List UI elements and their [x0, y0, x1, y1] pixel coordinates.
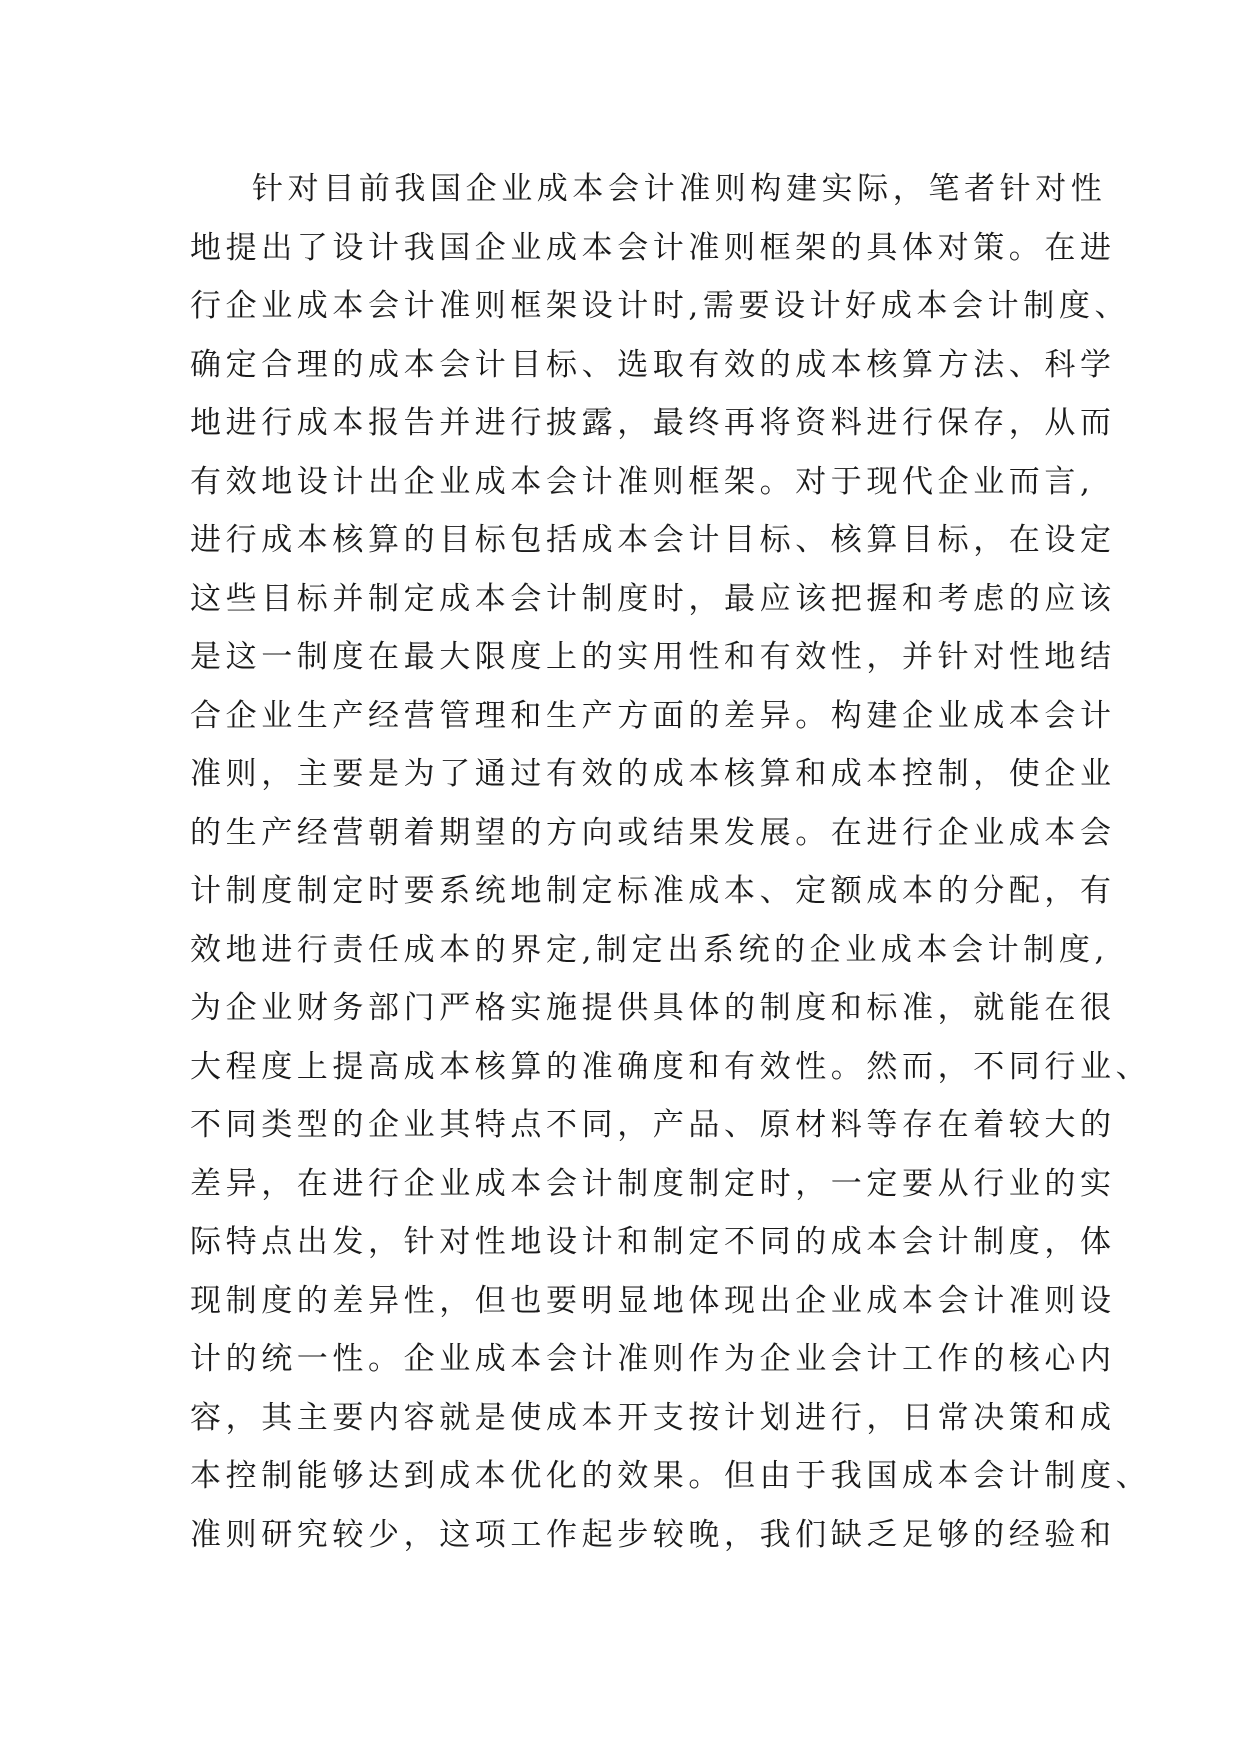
text-line: 确定合理的成本会计目标、选取有效的成本核算方法、科学: [190, 346, 1116, 383]
text-line: 地提出了设计我国企业成本会计准则框架的具体对策。在进: [190, 229, 1116, 266]
text-line: 不同类型的企业其特点不同，产品、原材料等存在着较大的: [190, 1107, 1116, 1143]
text-line: 差异，在进行企业成本会计制度制定时，一定要从行业的实: [190, 1165, 1116, 1202]
text-line: 为企业财务部门严格实施提供具体的制度和标准，就能在很: [190, 990, 1116, 1026]
body-paragraph: [190, 160, 1152, 1564]
text-line: 本控制能够达到成本优化的效果。但由于我国成本会计制度、: [190, 1458, 1152, 1494]
text-line: 计的统一性。企业成本会计准则作为企业会计工作的核心内: [190, 1341, 1116, 1377]
text-line: 容，其主要内容就是使成本开支按计划进行，日常决策和成: [190, 1399, 1116, 1436]
text-line: 准则研究较少，这项工作起步较晚，我们缺乏足够的经验和: [190, 1516, 1116, 1553]
text-line: 准则，主要是为了通过有效的成本核算和成本控制，使企业: [190, 756, 1116, 792]
text-line: 合企业生产经营管理和生产方面的差异。构建企业成本会计: [190, 697, 1116, 734]
text-line: 大程度上提高成本核算的准确度和有效性。然而，不同行业、: [190, 1048, 1152, 1085]
text-line: 行企业成本会计准则框架设计时,需要设计好成本会计制度、: [190, 288, 1131, 324]
text-line: 是这一制度在最大限度上的实用性和有效性，并针对性地结: [190, 639, 1116, 675]
text-line: 这些目标并制定成本会计制度时，最应该把握和考虑的应该: [190, 580, 1116, 617]
text-line: 针对目前我国企业成本会计准则构建实际，笔者针对性: [252, 171, 1107, 207]
text-line: 的生产经营朝着期望的方向或结果发展。在进行企业成本会: [190, 814, 1116, 851]
text-line: 现制度的差异性，但也要明显地体现出企业成本会计准则设: [190, 1282, 1116, 1319]
text-line: 有效地设计出企业成本会计准则框架。对于现代企业而言,: [190, 463, 1095, 500]
text-line: 际特点出发，针对性地设计和制定不同的成本会计制度，体: [190, 1224, 1116, 1260]
text-line: 计制度制定时要系统地制定标准成本、定额成本的分配，有: [190, 873, 1116, 909]
text-line: 地进行成本报告并进行披露，最终再将资料进行保存，从而: [190, 405, 1116, 441]
text-line: 进行成本核算的目标包括成本会计目标、核算目标，在设定: [190, 522, 1116, 558]
text-line: 效地进行责任成本的界定,制定出系统的企业成本会计制度,: [190, 931, 1109, 968]
